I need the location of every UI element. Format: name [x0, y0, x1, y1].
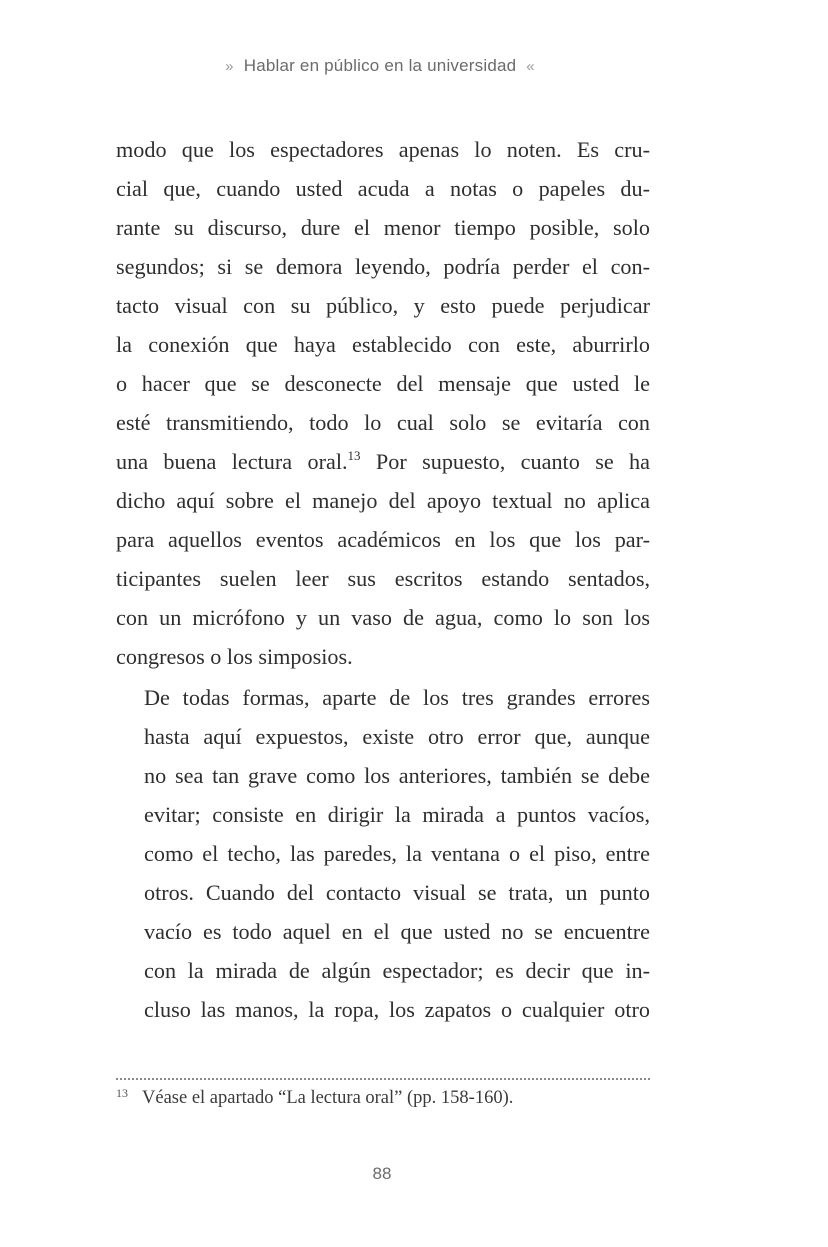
- body-text: [116, 130, 650, 1029]
- paragraph-2: [116, 678, 650, 1029]
- text-line: esté transmitiendo, todo lo cual solo se evitaría con: [116, 410, 650, 435]
- text-line: con la mirada de algún espectador; es decir que in-: [144, 958, 650, 983]
- footnote-number: 13: [116, 1086, 128, 1100]
- text-line-with-footnote: [116, 442, 650, 481]
- running-header: [0, 56, 760, 76]
- text-line: para aquellos eventos académicos en los que los par-: [116, 527, 650, 552]
- footnote-text: Véase el apartado “La lectura oral” (pp. 158-160).: [142, 1088, 514, 1108]
- text-line: o hacer que se desconecte del mensaje que usted le: [116, 371, 650, 396]
- footnote-divider: [116, 1078, 650, 1080]
- text-segment: una buena lectura oral.: [116, 449, 348, 474]
- text-line: otros. Cuando del contacto visual se trata, un punto: [144, 880, 650, 905]
- text-line: hasta aquí expuestos, existe otro error que, aunque: [144, 724, 650, 749]
- header-title: Hablar en público en la universidad: [243, 56, 517, 75]
- text-line: cluso las manos, la ropa, los zapatos o cualquier otro: [144, 997, 650, 1022]
- text-line: ticipantes suelen leer sus escritos estando sentados,: [116, 566, 650, 591]
- page-number: 88: [372, 1164, 392, 1183]
- header-left-mark: »: [225, 58, 234, 75]
- text-line: modo que los espectadores apenas lo noten. Es cru-: [116, 137, 650, 162]
- text-line: tacto visual con su público, y esto puede perjudicar: [116, 293, 650, 318]
- text-line: con un micrófono y un vaso de agua, como lo son los: [116, 605, 650, 630]
- footnote-reference: 13: [347, 448, 361, 463]
- text-line: segundos; si se demora leyendo, podría perder el con-: [116, 254, 650, 279]
- paragraph-1: [116, 130, 650, 676]
- text-line: evitar; consiste en dirigir la mirada a puntos vacíos,: [144, 802, 650, 827]
- header-right-mark: «: [526, 58, 535, 75]
- text-line: no sea tan grave como los anteriores, también se debe: [144, 763, 650, 788]
- footnote: [116, 1086, 650, 1109]
- text-line: De todas formas, aparte de los tres grandes errores: [144, 685, 650, 710]
- text-line: rante su discurso, dure el menor tiempo posible, solo: [116, 215, 650, 240]
- text-line: dicho aquí sobre el manejo del apoyo textual no aplica: [116, 488, 650, 513]
- text-line: congresos o los simposios.: [116, 644, 353, 669]
- text-line: como el techo, las paredes, la ventana o el piso, entre: [144, 841, 650, 866]
- text-line: vacío es todo aquel en el que usted no se encuentre: [144, 919, 650, 944]
- text-line: la conexión que haya establecido con este, aburrirlo: [116, 332, 650, 357]
- text-line: cial que, cuando usted acuda a notas o papeles du-: [116, 176, 650, 201]
- text-segment: Por supuesto, cuanto se ha: [360, 449, 650, 474]
